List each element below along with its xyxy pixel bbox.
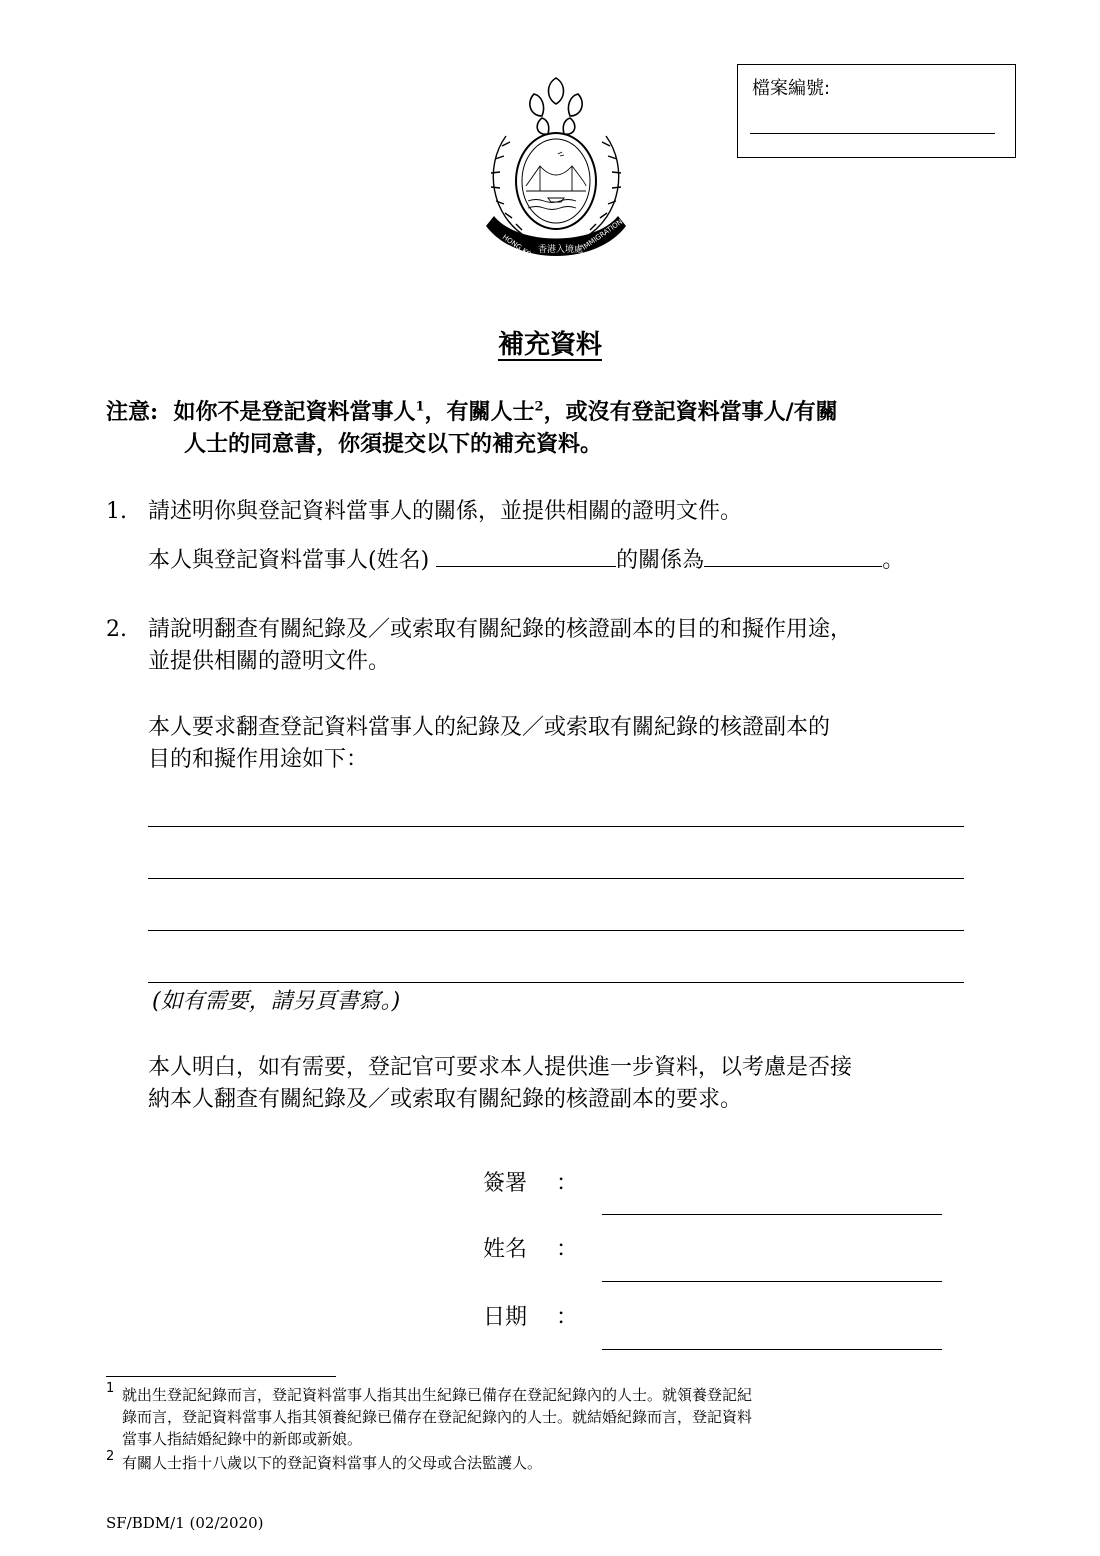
purpose-request-line-1: 本人要求翻查登記資料當事人的紀錄及／或索取有關紀錄的核證副本的 (148, 715, 831, 740)
acknowledgement-line-1: 本人明白，如有需要，登記官可要求本人提供進一步資料，以考慮是否接 (148, 1055, 853, 1080)
signature-label: 簽署 (483, 1171, 528, 1196)
date-label: 日期 (483, 1305, 528, 1330)
footnote-1-line-2: 錄而言，登記資料當事人指其領養紀錄已備存在登記紀錄內的人士。就結婚紀錄而言，登記資料 (122, 1408, 753, 1426)
footnote-1-line-3: 當事人指結婚紀錄中的新郎或新娘。 (122, 1430, 363, 1448)
file-number-box (737, 64, 1016, 158)
footnote-1-number: 1 (106, 1381, 115, 1396)
purpose-line-2[interactable] (148, 878, 964, 879)
item-2-text-line-2: 並提供相關的證明文件。 (148, 649, 391, 674)
name-field[interactable] (602, 1281, 942, 1282)
file-number-field[interactable] (750, 133, 995, 134)
relationship-sentence: 本人與登記資料當事人(姓名) 的關係為 。 (148, 544, 904, 577)
subject-name-field[interactable] (436, 544, 616, 567)
note-line-2: 人士的同意書，你須提交以下的補充資料。 (184, 431, 603, 457)
footnote-divider (106, 1376, 336, 1377)
item-1-text: 請述明你與登記資料當事人的關係，並提供相關的證明文件。 (148, 499, 743, 524)
footnote-2 (106, 1450, 114, 1472)
purpose-request-line-2: 目的和擬作用途如下： (148, 747, 369, 772)
note-prefix: 注意: (106, 399, 159, 425)
footnote-1 (106, 1382, 114, 1404)
purpose-line-4[interactable] (148, 982, 964, 983)
note-line-1: 注意: 如你不是登記資料當事人$^1$，有關人士$^2$，或沒有登記資料當事人/有關 (106, 399, 838, 425)
name-colon: ： (556, 1237, 579, 1262)
extra-page-hint: (如有需要，請另頁書寫。) (152, 989, 401, 1014)
footnote-1-line-1: 就出生登記紀錄而言，登記資料當事人指其出生紀錄已備存在登記紀錄內的人士。就領養登記紀 (122, 1386, 753, 1404)
relationship-field[interactable] (704, 544, 882, 567)
emblem-text-left: HONG KONG (500, 233, 542, 265)
signature-field[interactable] (602, 1214, 942, 1215)
footnote-2-number: 2 (106, 1449, 115, 1464)
item-1-number: 1. (106, 499, 127, 524)
purpose-line-3[interactable] (148, 930, 964, 931)
emblem-text-right: IMMIGRATION (580, 217, 625, 252)
name-label: 姓名 (483, 1237, 528, 1262)
footnote-ref-2: 2 (534, 399, 544, 415)
item-2-number: 2. (106, 617, 127, 642)
page-title: 補充資料 (497, 330, 602, 360)
footnote-2-line-1: 有關人士指十八歲以下的登記資料當事人的父母或合法監護人。 (122, 1454, 543, 1472)
date-field[interactable] (602, 1349, 942, 1350)
acknowledgement-line-2: 納本人翻查有關紀錄及／或索取有關紀錄的核證副本的要求。 (148, 1087, 743, 1112)
footnote-ref-1: 1 (415, 399, 425, 415)
item-2-text-line-1: 請說明翻查有關紀錄及／或索取有關紀錄的核證副本的目的和擬作用途， (148, 617, 853, 642)
immigration-emblem (476, 66, 636, 266)
form-code: SF/BDM/1 (02/2020) (106, 1514, 264, 1532)
purpose-line-1[interactable] (148, 826, 964, 827)
signature-colon: ： (556, 1171, 579, 1196)
file-number-label: 檔案編號: (752, 78, 831, 99)
emblem-text-center: 香港入境處 (538, 245, 584, 255)
date-colon: ： (556, 1305, 579, 1330)
